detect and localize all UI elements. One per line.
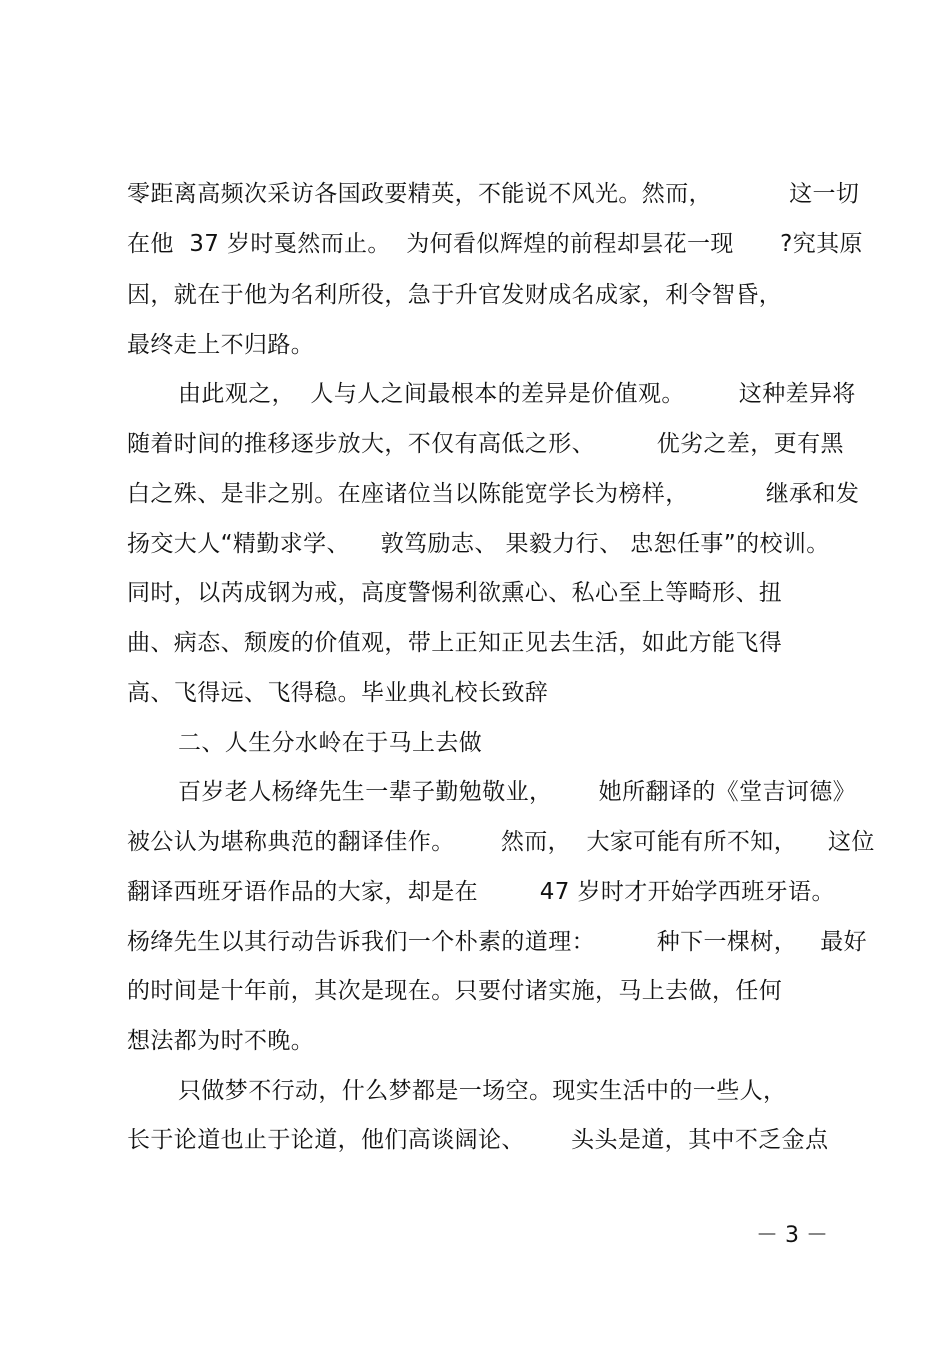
text-line: 曲、病态、颓废的价值观，带上正知正见去生活，如此方能飞得 (127, 630, 783, 656)
text-line: 因，就在于他为名利所役，急于升官发财成名成家，利令智昏， (127, 282, 783, 308)
text-line: 百岁老人杨绛先生一辈子勤勉敬业， 她所翻译的《堂吉诃德》 (178, 779, 857, 805)
text-line: 在他 37 岁时戛然而止。 为何看似辉煌的前程却昙花一现 ?究其原 (127, 231, 863, 257)
text-line: 长于论道也止于论道，他们高谈阔论、 头头是道，其中不乏金点 (127, 1127, 829, 1153)
page-number: － 3 － (756, 1223, 828, 1248)
text-line: 同时，以芮成钢为戒，高度警惕利欲熏心、私心至上等畸形、扭 (127, 580, 783, 606)
text-line: 翻译西班牙语作品的大家，却是在 47 岁时才开始学西班牙语。 (127, 879, 835, 905)
text-line: 杨绛先生以其行动告诉我们一个朴素的道理： 种下一棵树， 最好 (127, 929, 868, 955)
text-line: 的时间是十年前，其次是现在。只要付诸实施，马上去做，任何 (127, 978, 783, 1004)
text-line: 只做梦不行动，什么梦都是一场空。现实生活中的一些人， (178, 1078, 787, 1104)
text-line: 想法都为时不晚。 (127, 1028, 315, 1054)
text-line: 扬交大人“精勤求学、 敦笃励志、 果毅力行、 忠恕任事”的校训。 (127, 531, 830, 557)
text-line: 被公认为堪称典范的翻译佳作。 然而， 大家可能有所不知， 这位 (127, 829, 875, 855)
text-line: 由此观之， 人与人之间最根本的差异是价值观。 这种差异将 (178, 381, 856, 407)
section-heading: 二、人生分水岭在于马上去做 (178, 730, 483, 756)
text-line: 最终走上不归路。 (127, 332, 315, 358)
text-line: 高、飞得远、飞得稳。毕业典礼校长致辞 (127, 680, 549, 706)
text-line: 随着时间的推移逐步放大，不仅有高低之形、 优劣之差，更有黑 (127, 431, 844, 457)
text-line: 零距离高频次采访各国政要精英，不能说不风光。然而， 这一切 (127, 181, 860, 207)
text-line: 白之殊、是非之别。在座诸位当以陈能宽学长为榜样， 继承和发 (127, 481, 860, 507)
